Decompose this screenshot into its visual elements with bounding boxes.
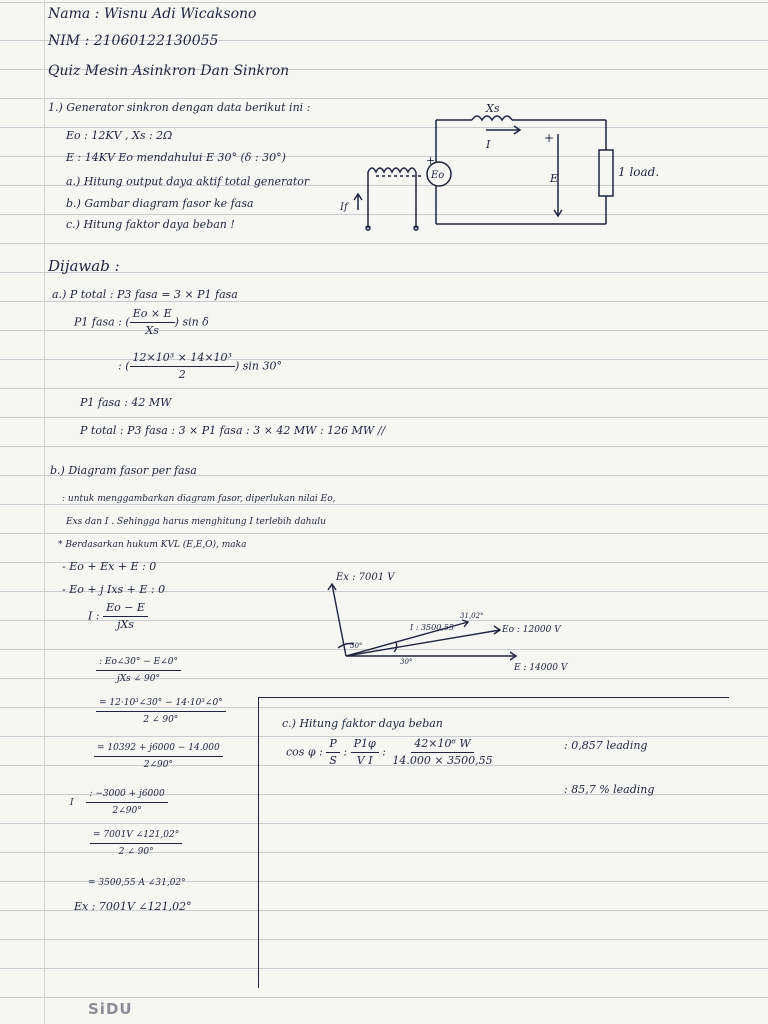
c-formula: cos φ : $\frac{P}{S}$ : $\frac{P1\varphi}{\text{V I}}$ : $\frac{\text{42×10⁶ W}}{14.000 \times 3500,55}$ [286, 736, 496, 769]
a-ptotal-result: P total : P3 fasa : 3 × P1 fasa : 3 × 42 MW : 126 MW // [80, 424, 386, 437]
b-text-2: Exs dan I . Sehingga harus menghitung I terlebih dahulu [66, 517, 326, 527]
c-result-1: : 0,857 leading [564, 739, 648, 752]
plus-top: + [544, 131, 555, 145]
b-step-1-fraction [96, 654, 181, 687]
q1-intro: 1.) Generator sinkron dengan data berikut ini : [48, 101, 311, 114]
b-step-1-num: : Eo∠30° − E∠0° [96, 654, 181, 671]
b-i-numerator: Eo − E [103, 600, 148, 617]
b-step-5-num: = 7001V ∠121,02° [90, 827, 182, 844]
load-resistor [599, 150, 613, 196]
a-sub-eq: : [118, 359, 122, 373]
load-label: 1 load. [618, 165, 660, 179]
b-step-2 [96, 695, 226, 728]
b-step-4 [70, 786, 168, 819]
c-frac-ps-num: P [326, 736, 339, 753]
xs-label: Xs [486, 102, 500, 115]
a-p1-fraction [130, 306, 175, 339]
phasor-eo-label: Eo : 12000 V [502, 625, 561, 635]
eo-label: Eo [431, 170, 445, 181]
b-i-fraction [103, 600, 148, 633]
b-step-3-den: 2∠90° [143, 760, 173, 770]
current-label: I [486, 138, 491, 151]
c-result-2: : 85,7 % leading [564, 783, 655, 796]
b-i-denominator: jXs [117, 618, 134, 631]
c-frac-pvi [351, 736, 379, 769]
b-step-2-num: = 12·10³∠30° − 14·10³∠0° [96, 695, 226, 712]
b-step-5-fraction [90, 827, 182, 860]
phasor-angle-2: 30° [400, 658, 413, 666]
c-frac-ps [326, 736, 340, 769]
c-title: c.) Hitung faktor daya beban [282, 717, 443, 730]
b-i-formula [88, 600, 148, 633]
generator-circuit-diagram [336, 98, 676, 238]
footer-watermark: SiDU [88, 1000, 133, 1018]
xs-inductor [472, 116, 512, 120]
b-kvl-2: - Eo + j Ixs + E : 0 [62, 583, 166, 596]
q1-part-c: c.) Hitung faktor daya beban ! [66, 218, 235, 231]
margin-rule [44, 0, 45, 1024]
a-sub-sin: sin 30° [242, 359, 283, 373]
a-p1-denominator: Xs [145, 324, 159, 337]
c-frac-ps-den: S [329, 754, 337, 767]
c-frac-pvi-den: V I [356, 754, 373, 767]
b-text-3: * Berdasarkan hukum KVL (E,E,O), maka [58, 540, 247, 550]
a-p1-formula: P1 fasa : ( $\frac{Eo \times E}{Xs}$ ) sin δ [74, 307, 209, 337]
c-frac-pvi-num: P1φ [351, 736, 379, 753]
b-step-5 [90, 827, 182, 860]
b-step-1-den: jXs ∠ 90° [116, 674, 160, 684]
b-step-4-fraction [86, 786, 167, 819]
b-title: b.) Diagram fasor per fasa [50, 464, 197, 477]
dijawab-heading: Dijawab : [48, 257, 120, 275]
b-step-4-den: 2∠90° [112, 806, 142, 816]
c-frac-values [389, 736, 495, 769]
q1-data-eo: Eo : 12KV , Xs : 2Ω [66, 129, 173, 142]
a-sub-denominator: 2 [178, 368, 186, 381]
b-step-2-den: 2 ∠ 90° [143, 715, 179, 725]
e-label: E [550, 172, 559, 185]
a-p1-label: P1 fasa : [74, 315, 122, 329]
a-p1-numerator: Eo × E [130, 306, 175, 323]
b-step-3 [94, 740, 223, 773]
c-cos: cos φ : [286, 745, 323, 759]
a-ptotal-def: a.) P total : P3 fasa = 3 × P1 fasa [52, 288, 238, 301]
field-winding [368, 168, 416, 172]
a-sub-numerator: 12×10³ × 14×10³ [130, 350, 235, 367]
b-i-label: I : [88, 609, 100, 623]
b-step-5-den: 2 ∠ 90° [118, 847, 154, 857]
student-name: Nama : Wisnu Adi Wicaksono [48, 6, 257, 22]
a-sub-fraction [130, 350, 235, 383]
q1-part-a: a.) Hitung output daya aktif total generator [66, 175, 310, 188]
phasor-i-label: I : 3500,55 [410, 623, 455, 632]
a-p1-substitution: : ( $\frac{\text{12×10³ × 14×10³}}{2}$ ) sin 30° [118, 351, 283, 381]
a-p1-result: P1 fasa : 42 MW [80, 396, 172, 409]
b-step-3-num: = 10392 + j6000 − 14.000 [94, 740, 223, 757]
plus-left: + [426, 154, 436, 167]
b-step-6: = 3500,55 A ∠31,02° [88, 878, 186, 888]
phasor-i-angle: 31,02° [460, 612, 484, 620]
phasor-e-label: E : 14000 V [514, 663, 568, 673]
phasor-diagram [318, 556, 618, 684]
a-p1-sin: sin δ [182, 315, 209, 329]
b-step-7: Ex : 7001V ∠121,02° [74, 900, 192, 913]
b-step-1 [96, 654, 181, 687]
if-label: If [340, 202, 348, 213]
quiz-title: Quiz Mesin Asinkron Dan Sinkron [48, 63, 290, 79]
c-frac-values-num: 42×10⁶ W [411, 736, 473, 753]
student-nim: NIM : 21060122130055 [48, 33, 219, 49]
b-step-2-fraction [96, 695, 226, 728]
b-step-4-label: I [70, 798, 74, 808]
phasor-angle-1: 30° [350, 642, 363, 650]
b-step-3-fraction [94, 740, 223, 773]
phasor-ex-label: Ex : 7001 V [336, 572, 395, 583]
b-step-4-num: : −3000 + j6000 [86, 786, 167, 803]
b-text-1: : untuk menggambarkan diagram fasor, diperlukan nilai Eo, [62, 494, 336, 504]
q1-data-e: E : 14KV Eo mendahului E 30° (δ : 30°) [66, 151, 286, 164]
c-frac-values-den: 14.000 × 3500,55 [392, 754, 493, 767]
b-kvl-1: - Eo + Ex + E : 0 [62, 560, 157, 573]
q1-part-b: b.) Gambar diagram fasor ke fasa [66, 197, 254, 210]
